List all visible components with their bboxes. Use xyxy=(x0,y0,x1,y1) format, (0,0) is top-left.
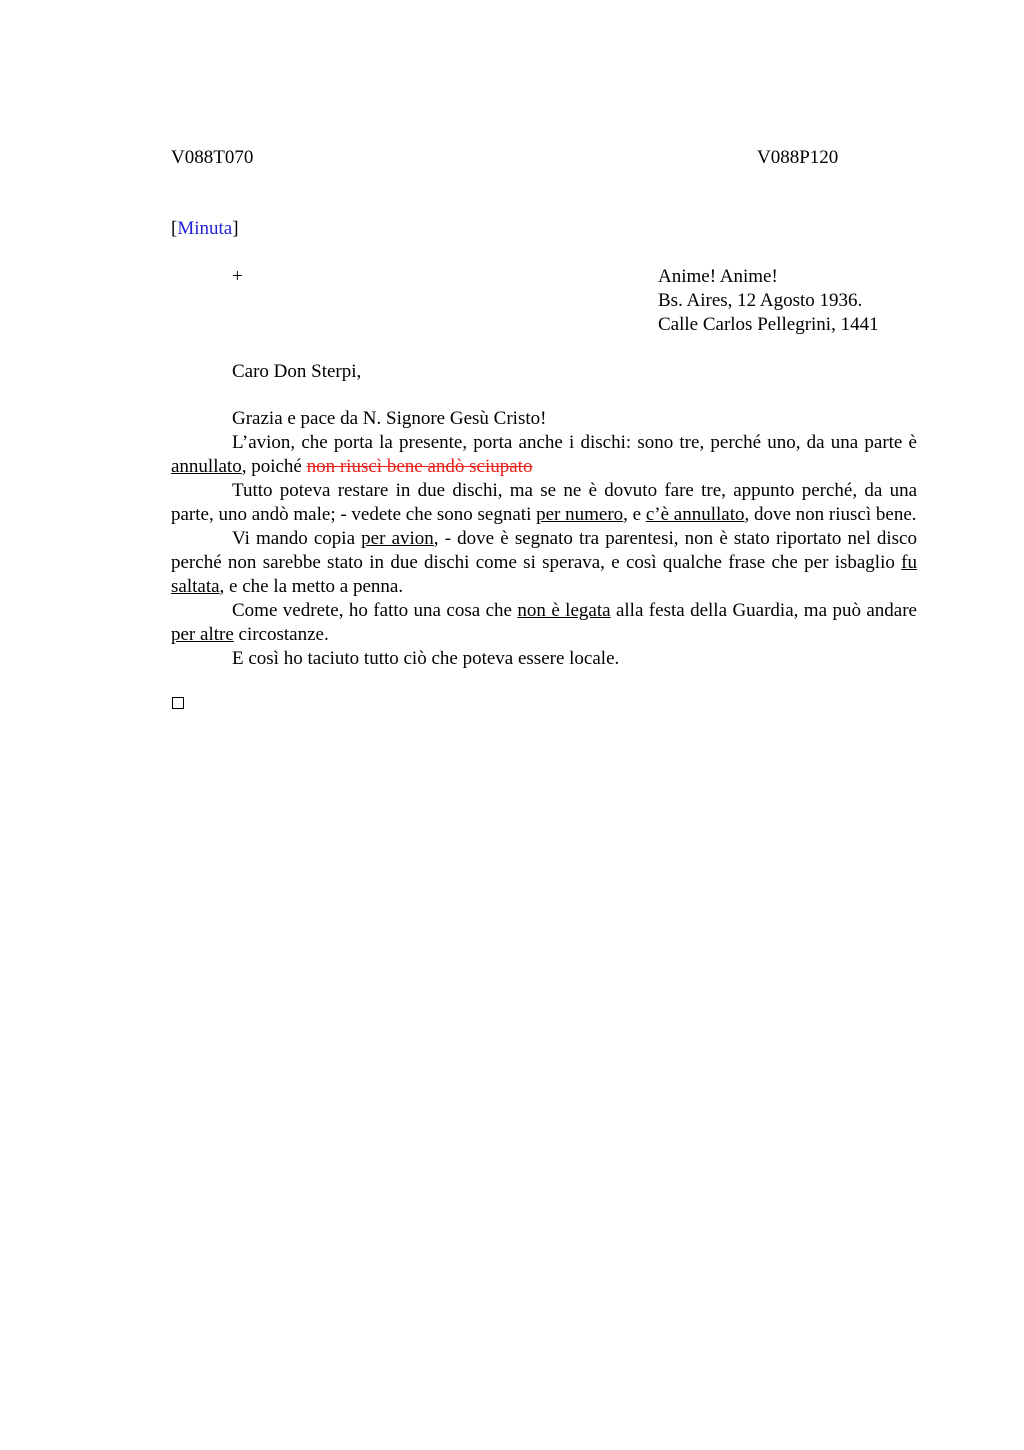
document-code-left: V088T070 xyxy=(171,147,254,168)
underlined-text: non è legata xyxy=(517,600,611,621)
text-segment: , poiché xyxy=(241,456,307,477)
underlined-text: per altre xyxy=(171,624,234,645)
paragraph-avion xyxy=(171,431,917,479)
paragraph-locale: E così ho taciuto tutto ciò che poteva essere locale. xyxy=(232,648,620,669)
address-street-line: Calle Carlos Pellegrini, 1441 xyxy=(658,314,879,335)
text-segment: , dove non riuscì bene. xyxy=(744,504,917,525)
minuta-label xyxy=(171,217,239,241)
text-segment: alla festa della Guardia, ma può andare xyxy=(610,600,917,621)
underlined-text: per avion xyxy=(361,528,434,549)
text-segment: , - dove è segnato tra parentesi, non è stato riportato nel disco perché non sarebbe stato in due dischi come si sperava, e così qualche frase che per isbaglio xyxy=(171,528,917,573)
address-date-line: Bs. Aires, 12 Agosto 1936. xyxy=(658,290,863,311)
text-segment: Come vedrete, ho fatto una cosa che xyxy=(232,600,518,621)
text-segment: L’avion, che porta la presente, porta anche i dischi: sono tre, perché uno, da una parte è xyxy=(232,432,917,453)
minuta-text: Minuta xyxy=(177,218,233,239)
text-segment: circostanze. xyxy=(233,624,329,645)
cross-mark: + xyxy=(232,266,243,287)
address-line-1: Anime! Anime! xyxy=(658,266,778,287)
minuta-open-bracket: [ xyxy=(171,218,178,239)
text-segment: , e che la metto a penna. xyxy=(219,576,404,597)
letter-body xyxy=(171,407,917,671)
document-code-right: V088P120 xyxy=(757,147,839,168)
paragraph-guardia xyxy=(171,599,917,647)
underlined-text: per numero xyxy=(536,504,624,525)
text-segment: , e xyxy=(623,504,646,525)
text-segment: Tutto poteva restare in due dischi, ma se ne è dovuto fare tre, appunto perché, da una parte, uno andò male; - vedete che sono segnati xyxy=(171,480,917,525)
underlined-text: annullato xyxy=(171,456,242,477)
deleted-text: non riuscì bene andò sciupato xyxy=(306,456,533,477)
text-segment: Vi mando copia xyxy=(232,528,362,549)
minuta-close-bracket: ] xyxy=(232,218,239,239)
salutation: Caro Don Sterpi, xyxy=(232,361,362,382)
paragraph-copia xyxy=(171,527,917,599)
paragraph-dischi xyxy=(171,479,917,527)
paragraph-greeting: Grazia e pace da N. Signore Gesù Cristo! xyxy=(232,408,547,429)
address-block xyxy=(658,265,879,337)
underlined-text: fu saltata xyxy=(171,552,917,597)
end-square-icon xyxy=(172,697,184,709)
underlined-text: c’è annullato xyxy=(645,504,745,525)
